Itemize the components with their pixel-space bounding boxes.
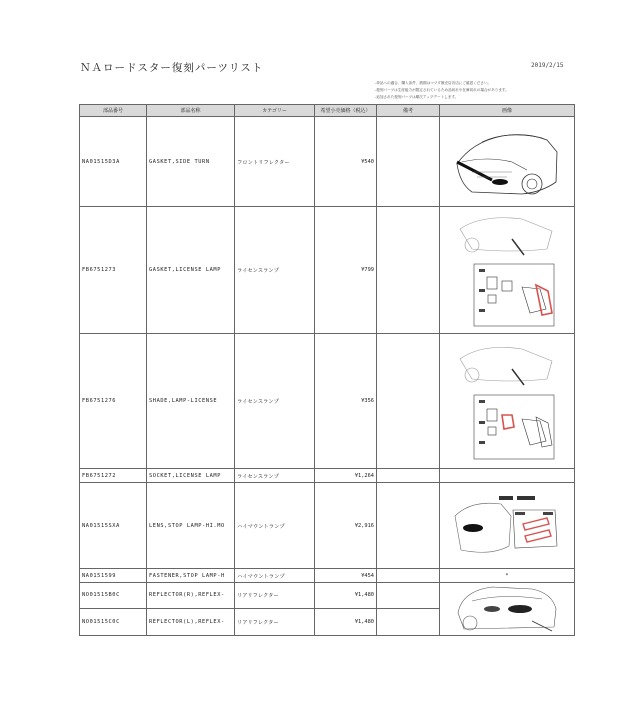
remarks — [377, 117, 440, 207]
part-number: NA01515SXA — [80, 483, 147, 569]
part-image — [440, 583, 575, 636]
remarks — [377, 608, 440, 635]
part-image — [440, 483, 575, 569]
part-name: SHADE,LAMP-LICENSE — [147, 334, 235, 469]
part-number: NA0151599 — [80, 569, 147, 583]
price: ¥1,264 — [315, 469, 377, 483]
table-row — [80, 583, 575, 609]
part-number: FB6751276 — [80, 334, 147, 469]
notes — [375, 80, 575, 101]
price: ¥1,480 — [315, 583, 377, 609]
part-number: FB6751273 — [80, 207, 147, 334]
header-part-name: 部品名称 — [147, 105, 235, 117]
parts-table — [79, 104, 575, 636]
table-row — [80, 483, 575, 569]
header-price: 希望小売価格（税込） — [315, 105, 377, 117]
category: ライセンスランプ — [235, 207, 315, 334]
category: ハイマウントランプ — [235, 483, 315, 569]
remarks — [377, 469, 440, 483]
price: ¥356 — [315, 334, 377, 469]
part-name: SOCKET,LICENSE LAMP — [147, 469, 235, 483]
part-image — [440, 117, 575, 207]
table-row — [80, 117, 575, 207]
page-title: ＮＡロードスター復刻パーツリスト — [80, 62, 264, 74]
header-remarks: 備考 — [377, 105, 440, 117]
note-line: -単品への適合、購入条件、納期はマツダ販売店各店にご確認ください。 — [375, 81, 492, 85]
price: ¥2,916 — [315, 483, 377, 569]
table-row — [80, 207, 575, 334]
category: ライセンスランプ — [235, 334, 315, 469]
part-name: LENS,STOP LAMP-HI.MO — [147, 483, 235, 569]
table-row — [80, 334, 575, 469]
part-name: FASTENER,STOP LAMP-H — [147, 569, 235, 583]
part-image — [440, 207, 575, 334]
header-image: 画像 — [440, 105, 575, 117]
license-lamp-diagram-icon — [452, 209, 562, 331]
part-number: FB6751272 — [80, 469, 147, 483]
table-row — [80, 569, 575, 583]
header-category: カテゴリー — [235, 105, 315, 117]
category: フロントリフレクター — [235, 117, 315, 207]
category: リアリフレクター — [235, 583, 315, 609]
part-name: GASKET,SIDE TURN — [147, 117, 235, 207]
remarks — [377, 207, 440, 334]
category: ハイマウントランプ — [235, 569, 315, 583]
price: ¥799 — [315, 207, 377, 334]
part-number: NO01515C0C — [80, 608, 147, 635]
part-number: NO01515B0C — [80, 583, 147, 609]
part-image — [440, 469, 575, 483]
price: ¥1,480 — [315, 608, 377, 635]
category: リアリフレクター — [235, 608, 315, 635]
table-header-row — [80, 105, 575, 117]
note-line: -追加された復刻パーツは順次アップデートします。 — [375, 95, 459, 99]
part-image — [440, 334, 575, 469]
table-row — [80, 469, 575, 483]
image-note: * — [440, 569, 575, 583]
price: ¥454 — [315, 569, 377, 583]
price: ¥540 — [315, 117, 377, 207]
category: ライセンスランプ — [235, 469, 315, 483]
remarks — [377, 583, 440, 609]
remarks — [377, 483, 440, 569]
part-name: REFLECTOR(L),REFLEX- — [147, 608, 235, 635]
remarks — [377, 569, 440, 583]
rear-car-diagram-icon — [452, 583, 562, 635]
part-name: GASKET,LICENSE LAMP — [147, 207, 235, 334]
front-car-diagram-icon — [452, 122, 562, 202]
part-name: REFLECTOR(R),REFLEX- — [147, 583, 235, 609]
header-part-number: 部品番号 — [80, 105, 147, 117]
remarks — [377, 334, 440, 469]
license-lamp-diagram-icon — [452, 337, 562, 465]
document-date: 2019/2/15 — [531, 62, 564, 69]
note-line: -復刻パーツは生産能力が限定されているため品切れや在庫切れの場合があります。 — [375, 88, 509, 92]
part-number: NA01515D3A — [80, 117, 147, 207]
stop-lamp-diagram-icon — [451, 486, 563, 566]
